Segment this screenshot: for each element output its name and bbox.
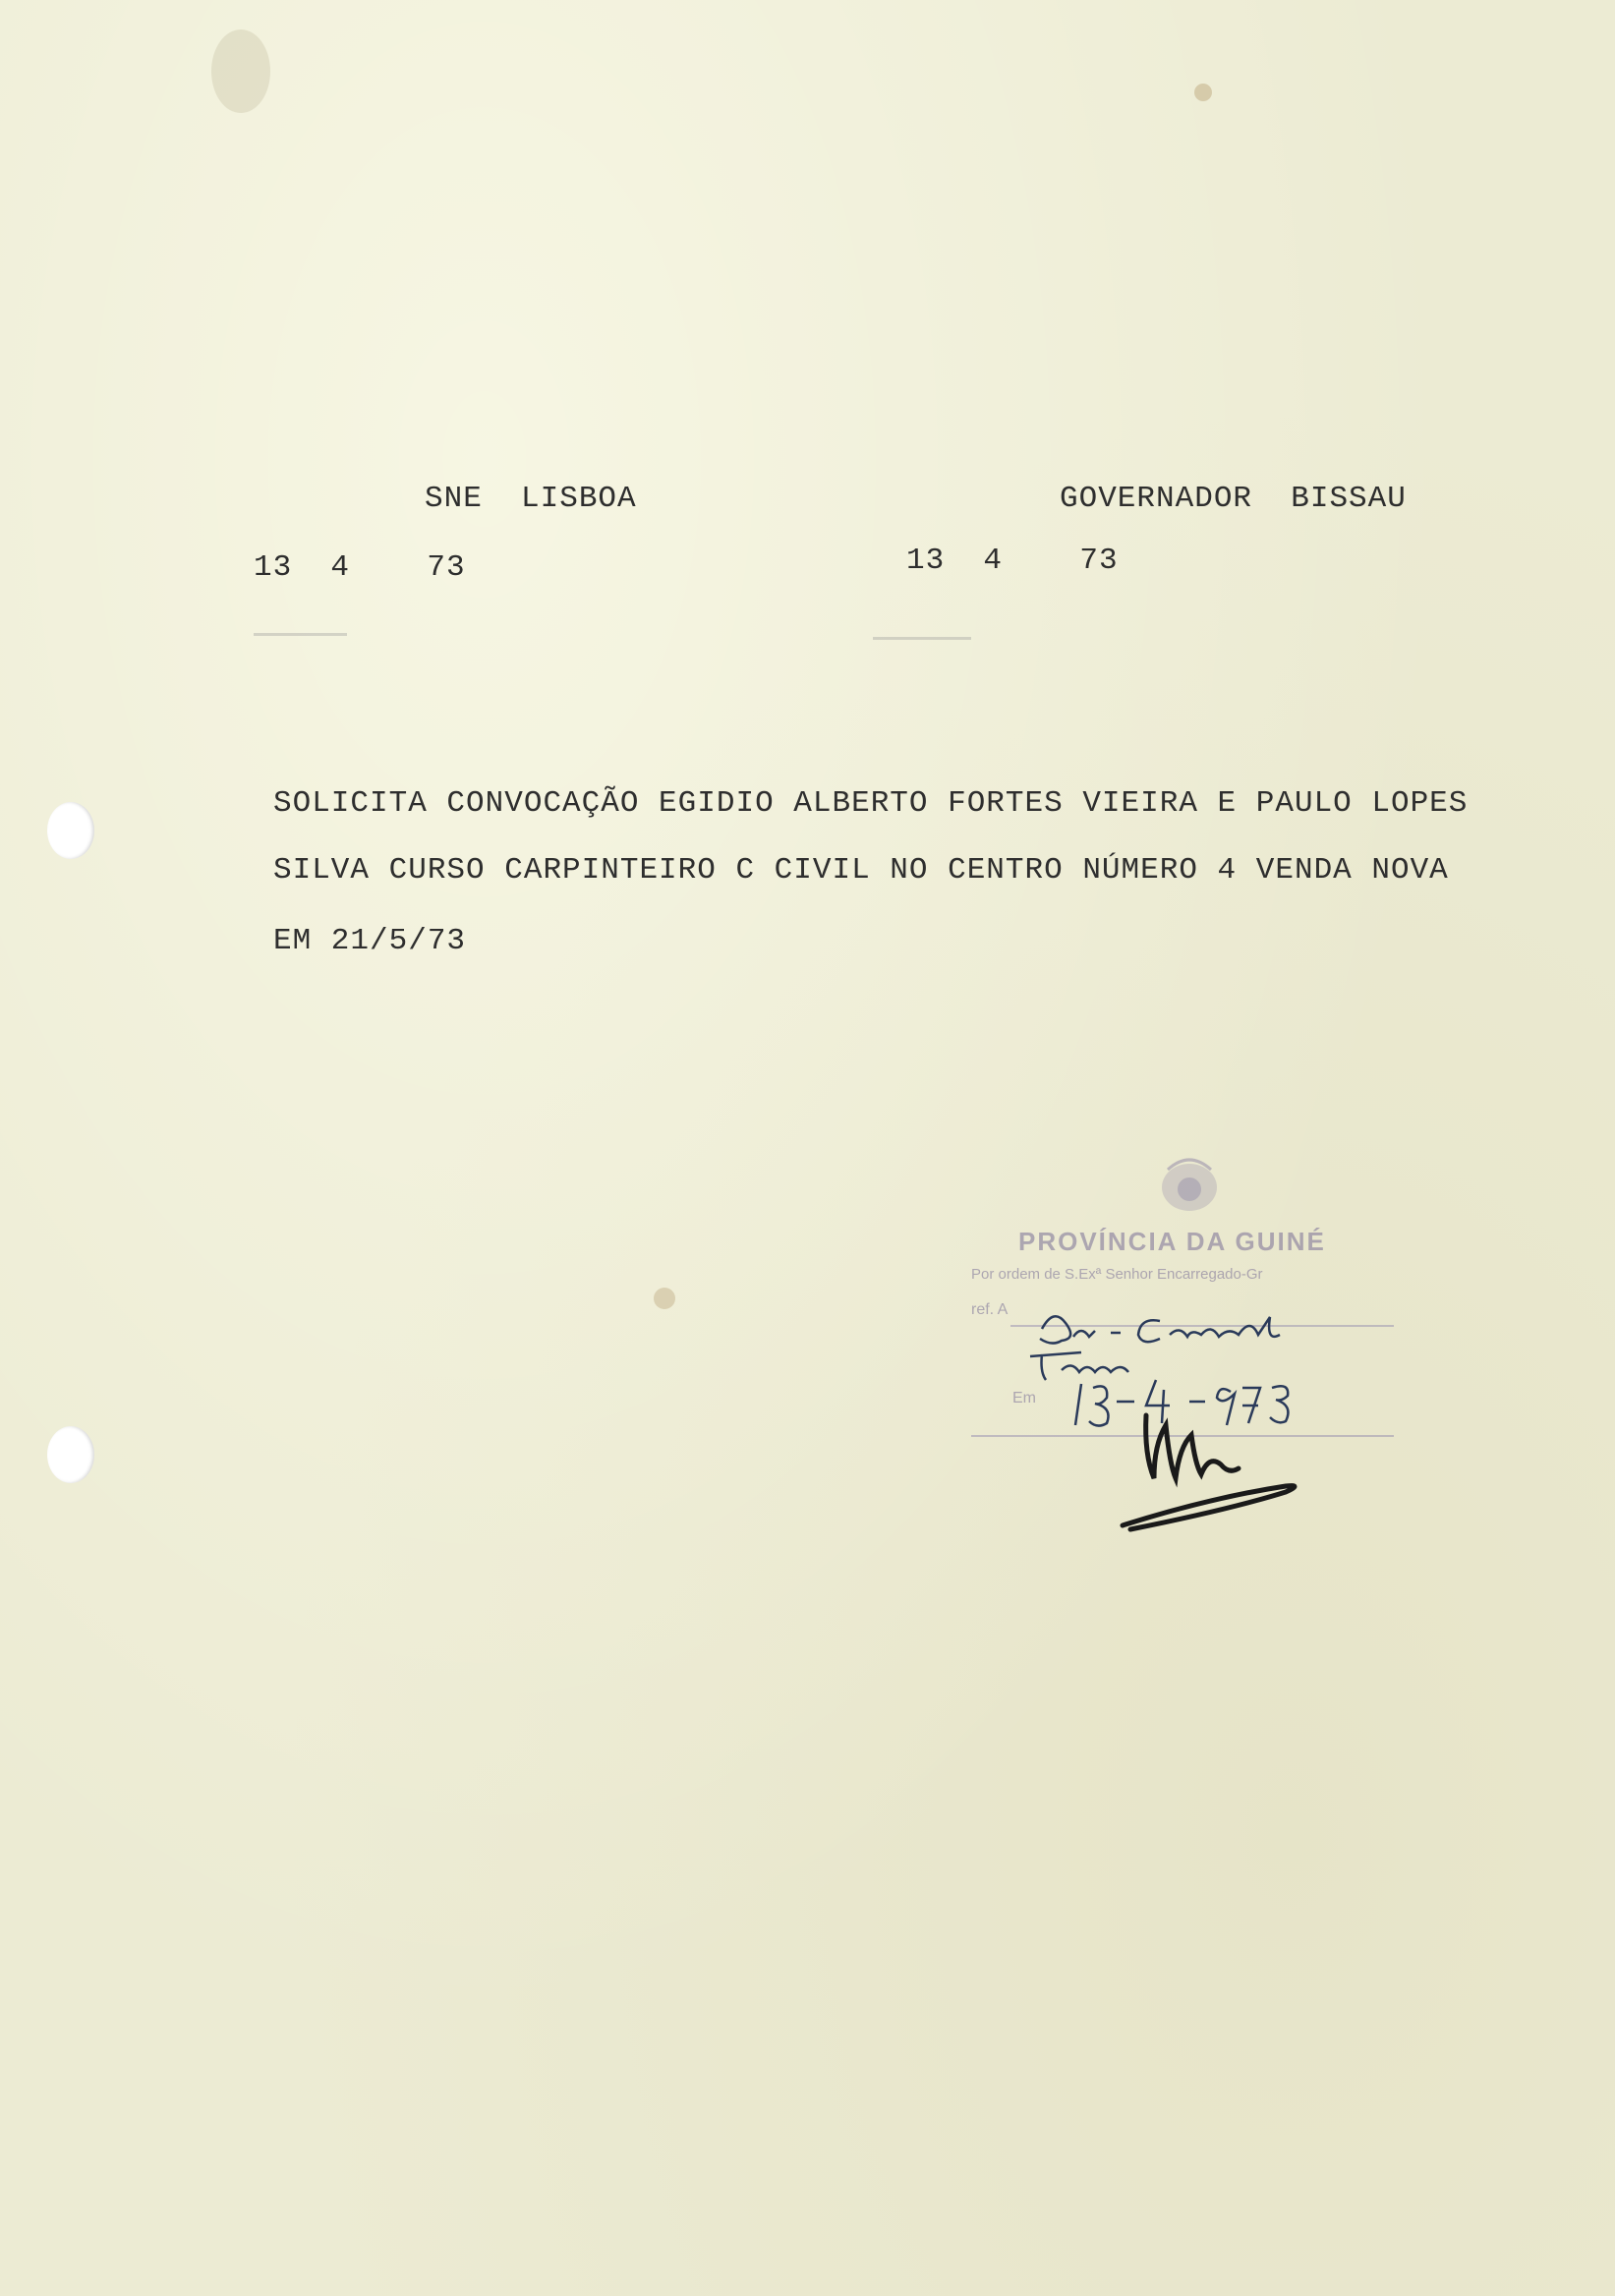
message-line-1: SOLICITA CONVOCAÇÃO EGIDIO ALBERTO FORTES VIEIRA E PAULO LOPES (273, 786, 1469, 821)
crest-icon (1150, 1150, 1229, 1219)
sender-address: SNE LISBOA (425, 482, 637, 516)
faint-mark (873, 637, 971, 640)
stamp-date-label: Em (1012, 1390, 1036, 1406)
punch-hole (47, 1426, 94, 1483)
message-line-3: EM 21/5/73 (273, 924, 467, 958)
paper-smudge (211, 29, 270, 113)
recipient-date: 13 4 73 (906, 544, 1119, 578)
stamp-title: PROVÍNCIA DA GUINÉ (1018, 1227, 1326, 1256)
punch-hole (47, 802, 94, 859)
signature (1111, 1396, 1317, 1543)
sender-date: 13 4 73 (254, 550, 466, 585)
stamp-authority-line: Por ordem de S.Exª Senhor Encarregado-Gr (971, 1266, 1263, 1283)
faint-mark (254, 633, 347, 636)
paper-smudge (1194, 84, 1212, 101)
stamp-ref-label: ref. A (971, 1301, 1009, 1318)
recipient-address: GOVERNADOR BISSAU (1060, 482, 1407, 516)
message-line-2: SILVA CURSO CARPINTEIRO C CIVIL NO CENTRO NÚMERO 4 VENDA NOVA (273, 853, 1449, 888)
paper-smudge (654, 1288, 675, 1309)
